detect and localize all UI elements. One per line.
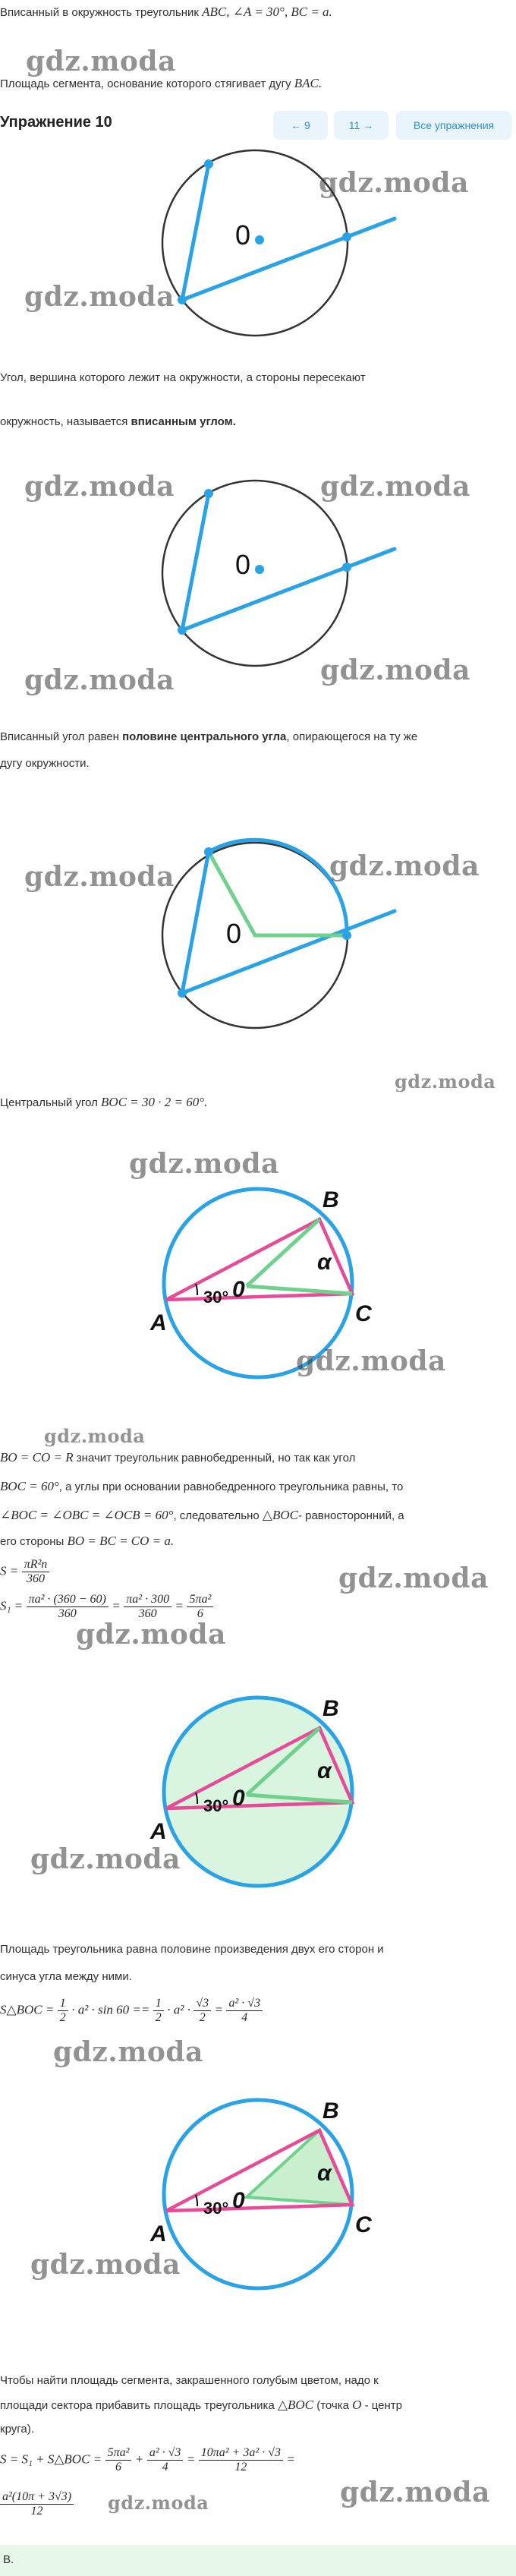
section4-line-1: BO = CO = R значит треугольник равнобедренный, но так как угол: [0, 1450, 356, 1465]
label-b: B: [322, 1187, 339, 1212]
watermark: gdz.moda: [30, 2249, 181, 2281]
label-b: B: [322, 2098, 339, 2124]
answer-bar: [0, 2545, 516, 2576]
intro-line-1: Вписанный в окружность треугольник ABC, ∠A = 30°, BC = a.: [0, 5, 332, 19]
label-c: C: [355, 1301, 372, 1326]
formula-segment-area: S = S₁ + S△BOC = $\frac{\text{5πa²}}{6}$ + $\frac{\text{a² · √3}}{4}$ = $\frac{\text{10πa² + 3a² · √3}}{12}$ =: [0, 2446, 295, 2474]
watermark: gdz.moda: [44, 1425, 146, 1447]
section1-line-2: окружность, называется вписанным углом.: [0, 415, 236, 428]
arrow-right-icon: →: [363, 119, 374, 131]
next-exercise-button[interactable]: 11 →: [334, 111, 389, 140]
label-a: A: [150, 1310, 167, 1335]
all-exercises-button[interactable]: Все упражнения: [396, 111, 511, 140]
watermark: gdz.moda: [338, 1562, 489, 1594]
center-label: 0: [232, 2188, 245, 2213]
exercise-title: Упражнение 10: [0, 114, 112, 131]
watermark: gdz.moda: [129, 1148, 279, 1180]
watermark: gdz.moda: [30, 1843, 181, 1875]
section6-line-1: Чтобы найти площадь сегмента, закрашенного голубым цветом, надо к: [0, 2374, 379, 2387]
formula-triangle-area: S△BOC = $\frac{1}{2}$ · a² · sin 60 == $\frac{1}{2}$ · a² · $\frac{√3}{2}$ = $\frac{\text{a² · √3}}{4}$: [0, 1997, 263, 2025]
watermark: gdz.moda: [320, 654, 470, 686]
watermark: gdz.moda: [24, 281, 175, 313]
label-c: C: [355, 2212, 372, 2237]
label-angle: 30°: [203, 1288, 229, 1307]
center-label: 0: [232, 1277, 245, 1302]
formula-s1: S₁ = $\frac{\text{πa² · (360 − 60)}}{360}$ = $\frac{\text{πa² · 300}}{360}$ = $\frac{\text{5πa²}}{6}$: [0, 1593, 213, 1621]
watermark: gdz.moda: [24, 861, 175, 893]
section4-line-3: ∠BOC = ∠OBC = ∠OCB = 60°, следовательно △BOC- равносторонний, а: [0, 1508, 404, 1522]
watermark: gdz.moda: [24, 664, 175, 696]
label-a: A: [150, 1819, 167, 1844]
watermark: gdz.moda: [53, 2036, 203, 2068]
label-angle: 30°: [203, 1796, 229, 1815]
watermark: gdz.moda: [319, 167, 469, 199]
watermark: gdz.moda: [296, 1345, 446, 1377]
formula-sector-area: S = $\frac{\text{πR²n}}{360}$: [0, 1558, 49, 1586]
watermark: gdz.moda: [26, 46, 176, 77]
section4-line-4: его стороны BO = BC = CO = a.: [0, 1534, 175, 1548]
section1-line-1: Угол, вершина которого лежит на окружности, а стороны пересекают: [0, 371, 366, 384]
watermark: gdz.moda: [108, 2492, 209, 2514]
center-label: 0: [235, 549, 251, 580]
label-angle: 30°: [203, 2199, 229, 2218]
label-alpha: α: [317, 1250, 332, 1275]
label-b: B: [322, 1696, 339, 1721]
center-label: 0: [232, 1786, 245, 1811]
watermark: gdz.moda: [395, 1070, 496, 1093]
answer-label: B.: [3, 2553, 14, 2566]
arrow-left-icon: ←: [291, 119, 302, 131]
section5-line-1: Площадь треугольника равна половине произведения двух его сторон и: [0, 1943, 384, 1956]
section6-line-3: круга).: [0, 2423, 34, 2436]
section5-line-2: синуса угла между ними.: [0, 1970, 132, 1983]
section6-line-2: площади сектора прибавить площадь треугольника △BOC (точка O - центр: [0, 2398, 402, 2412]
label-alpha: α: [317, 2161, 332, 2186]
section4-line-2: BOC = 60°, а углы при основании равнобедренного треугольника равны, то: [0, 1479, 404, 1493]
center-label: 0: [235, 219, 251, 251]
section2-line-1: Вписанный угол равен половине центрального угла, опирающегося на ту же: [0, 730, 418, 743]
center-label: 0: [226, 918, 242, 949]
formula-segment-area-result: $\frac{\text{a²(10π + 3√3)}}{12}$: [0, 2490, 74, 2518]
watermark: gdz.moda: [76, 1619, 226, 1651]
label-alpha: α: [317, 1758, 332, 1783]
watermark: gdz.moda: [329, 850, 480, 882]
section2-line-2: дугу окружности.: [0, 757, 90, 770]
intro-line-2: Площадь сегмента, основание которого стягивает дугу BAC.: [0, 76, 322, 90]
section3-line: Центральный угол BOC = 30 · 2 = 60°.: [0, 1095, 208, 1109]
watermark: gdz.moda: [340, 2477, 490, 2508]
watermark: gdz.moda: [24, 471, 175, 503]
watermark: gdz.moda: [320, 471, 470, 503]
label-a: A: [150, 2221, 167, 2247]
prev-exercise-button[interactable]: ← 9: [273, 111, 328, 140]
